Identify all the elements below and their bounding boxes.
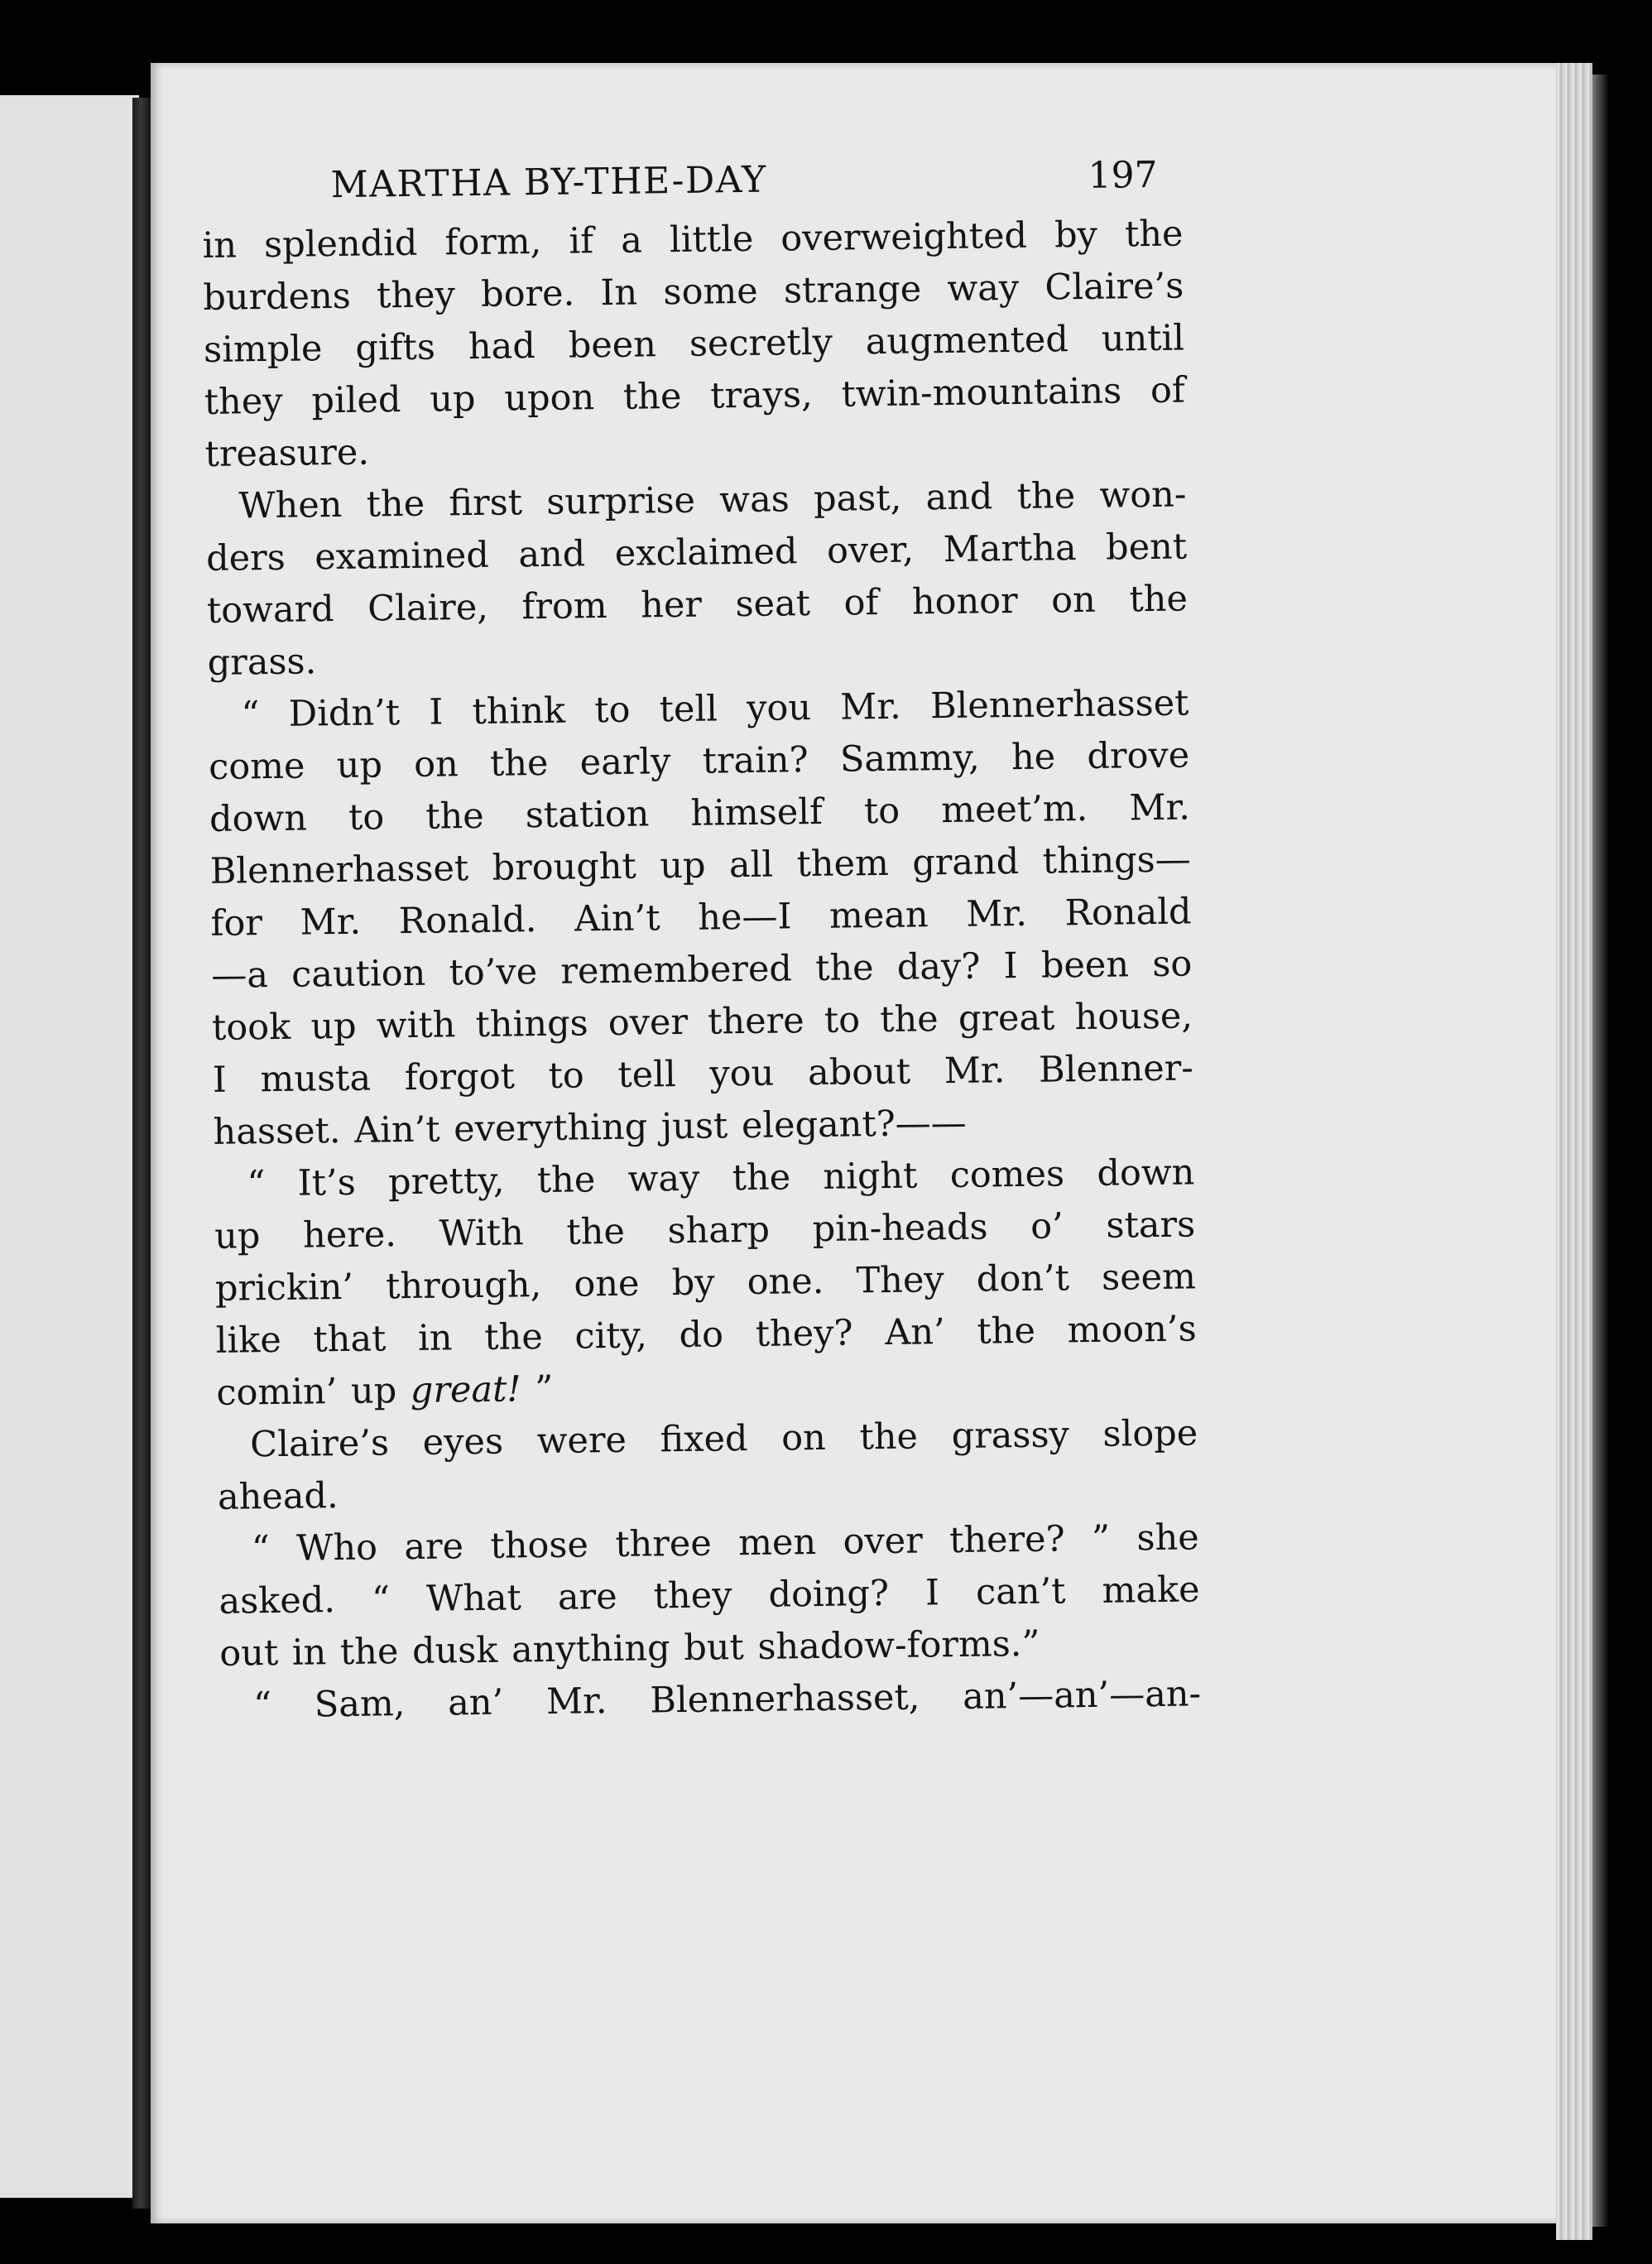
text-fragment: ” xyxy=(521,1368,554,1411)
text-line: I musta forgot to tell you about Mr. Blenner- xyxy=(212,1047,1194,1101)
text-line: hasset. Ain’t everything just elegant?—— xyxy=(213,1102,968,1153)
text-fragment: comin’ up xyxy=(216,1370,411,1414)
page-edge-shadow xyxy=(1592,75,1609,2227)
paragraph-5 xyxy=(217,1407,1198,1523)
text-line: “ Sam, an’ Mr. Blennerhasset, an’—an’—an- xyxy=(252,1673,1202,1727)
text-line: ders examined and exclaimed over, Martha bent xyxy=(205,526,1188,579)
text-line: up here. With the sharp pin-heads o’ stars xyxy=(214,1204,1196,1257)
text-line: asked. “ What are they doing? I can’t make xyxy=(219,1569,1200,1622)
page-text xyxy=(201,129,1201,1733)
running-title: MARTHA BY-THE-DAY xyxy=(330,158,768,207)
text-line: out in the dusk anything but shadow-forms.” xyxy=(219,1622,1040,1675)
text-line: toward Claire, from her seat of honor on the xyxy=(206,578,1189,632)
text-line: prickin’ through, one by one. They don’t seem xyxy=(214,1256,1197,1310)
book-gutter xyxy=(132,98,151,2209)
text-line: When the first surprise was past, and the won- xyxy=(238,473,1187,527)
paragraph-4 xyxy=(214,1146,1198,1419)
text-line: Claire’s eyes were fixed on the grassy slope xyxy=(249,1412,1198,1466)
text-line: “ Didn’t I think to tell you Mr. Blennerhasset xyxy=(241,682,1189,736)
paragraph-3 xyxy=(208,677,1194,1158)
page-stack-edge xyxy=(1556,63,1592,2240)
text-line: “ It’s pretty, the way the night comes down xyxy=(247,1151,1195,1205)
text-line: —a caution to’ve remembered the day? I been so xyxy=(211,943,1193,997)
text-line: like that in the city, do they? An’ the moon’s xyxy=(215,1308,1197,1362)
text-line: treasure. xyxy=(204,431,370,475)
paragraph-6 xyxy=(218,1512,1200,1680)
text-line: grass. xyxy=(207,641,317,684)
facing-page-edge xyxy=(0,95,139,2198)
text-line: down to the station himself to meet’m. Mr. xyxy=(209,786,1191,840)
text-line: simple gifts had been secretly augmented until xyxy=(203,317,1185,371)
text-line: for Mr. Ronald. Ain’t he—I mean Mr. Ronald xyxy=(210,891,1192,945)
text-line: burdens they bore. In some strange way Claire’s xyxy=(203,265,1184,319)
text-line: “ Who are those three men over there? ” she xyxy=(251,1517,1200,1570)
text-line: come up on the early train? Sammy, he drove xyxy=(208,734,1190,788)
text-line: ahead. xyxy=(217,1475,339,1518)
text-line: they piled up upon the trays, twin-mountains of xyxy=(204,369,1186,423)
text-line: took up with things over there to the great house, xyxy=(211,995,1193,1049)
paragraph-1 xyxy=(202,209,1186,481)
text-line: in splendid form, if a little overweighted by the xyxy=(202,213,1184,267)
text-line: Blennerhasset brought up all them grand things— xyxy=(209,839,1192,892)
paragraph-2 xyxy=(205,469,1189,689)
running-head xyxy=(201,129,1183,220)
emphasized-word: great! xyxy=(410,1368,521,1412)
page-number: 197 xyxy=(1088,153,1158,197)
